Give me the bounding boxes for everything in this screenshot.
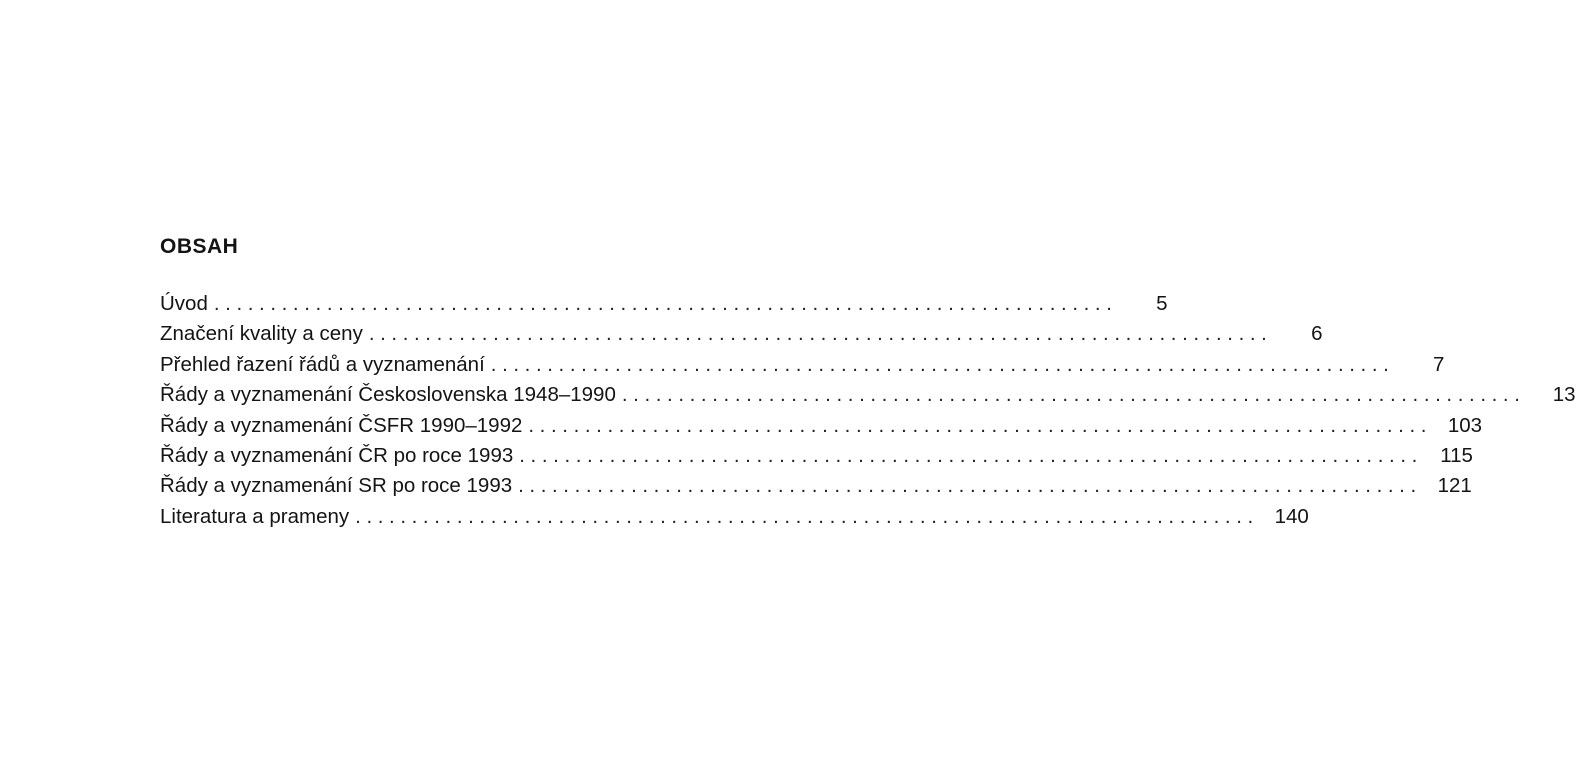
toc-entry-title: Přehled řazení řádů a vyznamenání <box>160 352 485 376</box>
toc-entry <box>160 471 1472 501</box>
toc-entry-title: Řády a vyznamenání SR po roce 1993 <box>160 474 513 498</box>
toc-entry <box>160 380 1576 410</box>
toc-entry-title: Řády a vyznamenání ČSFR 1990–1992 <box>160 413 523 437</box>
toc-entry <box>160 350 1445 380</box>
toc-list <box>160 289 1576 532</box>
toc-entry-page: 7 <box>1433 352 1445 376</box>
dot-leader: ................................................................................ <box>518 474 1422 498</box>
toc-entry-page: 103 <box>1447 413 1483 437</box>
toc-entry-page: 115 <box>1440 443 1473 467</box>
toc-entry <box>160 289 1168 319</box>
dot-leader: ................................................................................ <box>355 504 1259 528</box>
dot-leader: ................................................................................ <box>528 413 1433 437</box>
dot-leader: ................................................................................ <box>213 292 1118 315</box>
toc-entry-page: 121 <box>1437 474 1472 498</box>
dot-leader: ................................................................................ <box>368 322 1273 346</box>
toc-entry-title: Řády a vyznamenání ČR po roce 1993 <box>160 443 514 467</box>
dot-leader: ................................................................................ <box>519 443 1423 467</box>
toc-entry-title: Literatura a prameny <box>160 504 350 528</box>
toc-entry-title: Úvod <box>160 292 208 315</box>
toc-entry-page: 5 <box>1156 292 1168 315</box>
toc-entry <box>160 441 1473 471</box>
toc-entry <box>160 502 1309 532</box>
toc-entry-title: Značení kvality a ceny <box>160 322 363 346</box>
toc-entry <box>160 411 1483 441</box>
toc-entry <box>160 319 1323 349</box>
toc-heading: OBSAH <box>160 235 239 258</box>
dot-leader: ................................................................................ <box>490 352 1395 376</box>
toc-entry-page: 6 <box>1311 322 1323 346</box>
dot-leader: ................................................................................ <box>621 383 1526 407</box>
toc-entry-page: 13 <box>1552 383 1576 407</box>
toc-entry-page: 140 <box>1274 504 1309 528</box>
toc-entry-title: Řády a vyznamenání Československa 1948–1990 <box>160 383 616 407</box>
